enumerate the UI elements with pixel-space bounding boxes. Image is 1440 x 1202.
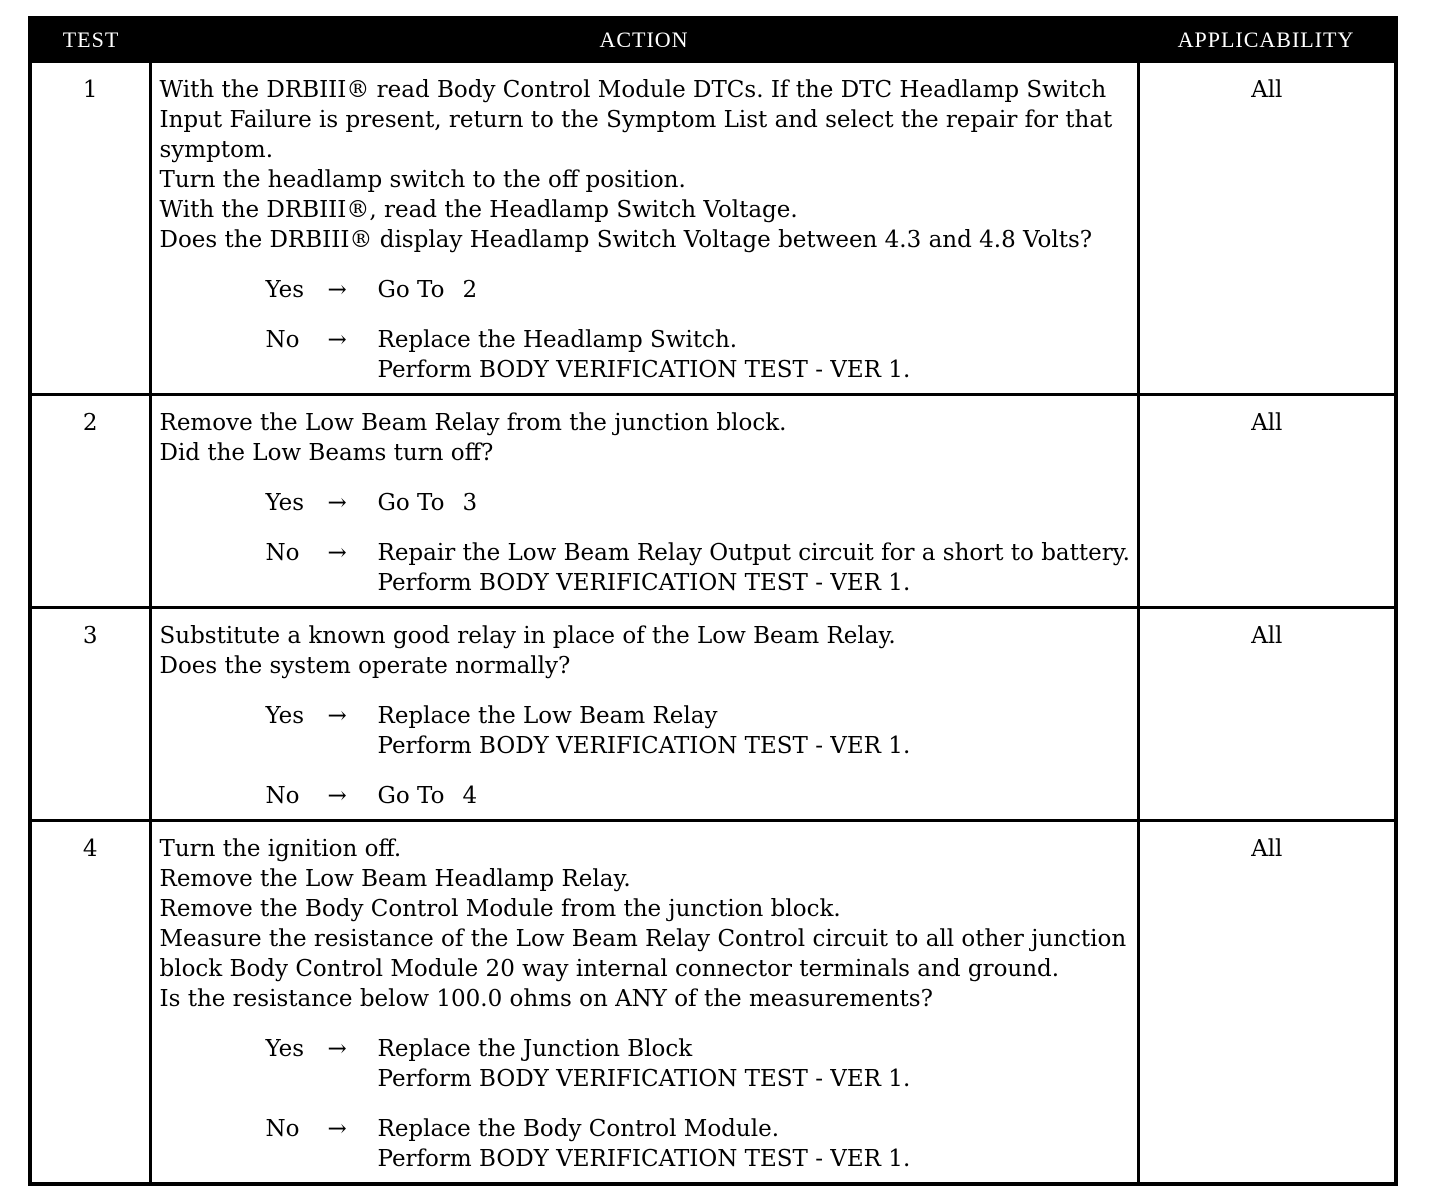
- step-text: Turn the ignition off.: [159, 836, 402, 862]
- outcome-line: Perform BODY VERIFICATION TEST - VER 1.: [377, 1146, 911, 1172]
- arrow-icon: →: [327, 327, 347, 353]
- no-outcome: [160, 538, 1131, 598]
- no-label: No: [265, 327, 300, 353]
- header-test: TEST: [30, 18, 150, 62]
- yes-outcome: [160, 701, 1131, 761]
- no-outcome: [160, 325, 1131, 385]
- step-text: Is the resistance below 100.0 ohms on ANY of the measurements?: [159, 986, 933, 1012]
- outcome-line: Repair the Low Beam Relay Output circuit for a short to battery.: [377, 540, 1130, 566]
- diagnostic-table: [28, 16, 1398, 1186]
- yes-outcome: [160, 275, 1131, 305]
- outcomes: [160, 1034, 1131, 1174]
- goto-text: Go To: [377, 783, 445, 809]
- applicability-value: All: [1138, 62, 1396, 395]
- outcome-line: Perform BODY VERIFICATION TEST - VER 1.: [377, 357, 911, 383]
- header-applicability: APPLICABILITY: [1138, 18, 1396, 62]
- applicability-value: All: [1138, 608, 1396, 821]
- test-number: 4: [30, 821, 150, 1185]
- outcome-line: Replace the Low Beam Relay: [377, 703, 718, 729]
- diagnostic-page: [28, 16, 1394, 1186]
- step-text: symptom.: [159, 137, 274, 163]
- yes-label: Yes: [265, 703, 305, 729]
- arrow-icon: →: [327, 540, 347, 566]
- arrow-icon: →: [327, 1036, 347, 1062]
- table-row: [30, 62, 1396, 395]
- step-text: Did the Low Beams turn off?: [159, 440, 494, 466]
- table-header-row: [30, 18, 1396, 62]
- no-outcome: [160, 781, 1131, 811]
- outcome-line: Replace the Body Control Module.: [377, 1116, 780, 1142]
- no-outcome: [160, 1114, 1131, 1174]
- outcomes: [160, 275, 1131, 385]
- outcome-line: Perform BODY VERIFICATION TEST - VER 1.: [377, 733, 911, 759]
- no-label: No: [265, 783, 300, 809]
- arrow-icon: →: [327, 703, 347, 729]
- arrow-icon: →: [327, 1116, 347, 1142]
- outcomes: [160, 488, 1131, 598]
- step-text: Measure the resistance of the Low Beam Relay Control circuit to all other junction: [159, 926, 1127, 952]
- yes-label: Yes: [265, 1036, 305, 1062]
- outcome-line: Replace the Headlamp Switch.: [377, 327, 738, 353]
- goto-number: 2: [462, 277, 478, 303]
- action-cell: [150, 395, 1138, 608]
- no-label: No: [265, 1116, 300, 1142]
- yes-outcome: [160, 1034, 1131, 1094]
- step-text: Does the system operate normally?: [159, 653, 571, 679]
- goto-number: 3: [462, 490, 478, 516]
- test-number: 2: [30, 395, 150, 608]
- goto-number: 4: [462, 783, 478, 809]
- table-row: [30, 395, 1396, 608]
- step-text: Remove the Low Beam Relay from the junction block.: [159, 410, 787, 436]
- yes-outcome: [160, 488, 1131, 518]
- yes-label: Yes: [265, 277, 305, 303]
- no-label: No: [265, 540, 300, 566]
- step-text: With the DRBIII®, read the Headlamp Switch Voltage.: [159, 197, 798, 223]
- test-number: 3: [30, 608, 150, 821]
- step-text: Substitute a known good relay in place of the Low Beam Relay.: [159, 623, 896, 649]
- header-action: ACTION: [150, 18, 1138, 62]
- goto-text: Go To: [377, 277, 445, 303]
- step-text: Remove the Body Control Module from the junction block.: [159, 896, 841, 922]
- step-text: Turn the headlamp switch to the off position.: [159, 167, 686, 193]
- action-cell: [150, 821, 1138, 1185]
- step-text: Input Failure is present, return to the Symptom List and select the repair for that: [159, 107, 1113, 133]
- outcomes: [160, 701, 1131, 811]
- applicability-value: All: [1138, 395, 1396, 608]
- arrow-icon: →: [327, 783, 347, 809]
- test-number: 1: [30, 62, 150, 395]
- yes-label: Yes: [265, 490, 305, 516]
- arrow-icon: →: [327, 277, 347, 303]
- arrow-icon: →: [327, 490, 347, 516]
- outcome-line: Replace the Junction Block: [377, 1036, 693, 1062]
- action-cell: [150, 62, 1138, 395]
- step-text: Does the DRBIII® display Headlamp Switch Voltage between 4.3 and 4.8 Volts?: [159, 227, 1093, 253]
- table-row: [30, 821, 1396, 1185]
- action-cell: [150, 608, 1138, 821]
- step-text: block Body Control Module 20 way internal connector terminals and ground.: [159, 956, 1060, 982]
- applicability-value: All: [1138, 821, 1396, 1185]
- goto-text: Go To: [377, 490, 445, 516]
- outcome-line: Perform BODY VERIFICATION TEST - VER 1.: [377, 570, 911, 596]
- step-text: Remove the Low Beam Headlamp Relay.: [159, 866, 631, 892]
- step-text: With the DRBIII® read Body Control Module DTCs. If the DTC Headlamp Switch: [159, 77, 1107, 103]
- table-row: [30, 608, 1396, 821]
- outcome-line: Perform BODY VERIFICATION TEST - VER 1.: [377, 1066, 911, 1092]
